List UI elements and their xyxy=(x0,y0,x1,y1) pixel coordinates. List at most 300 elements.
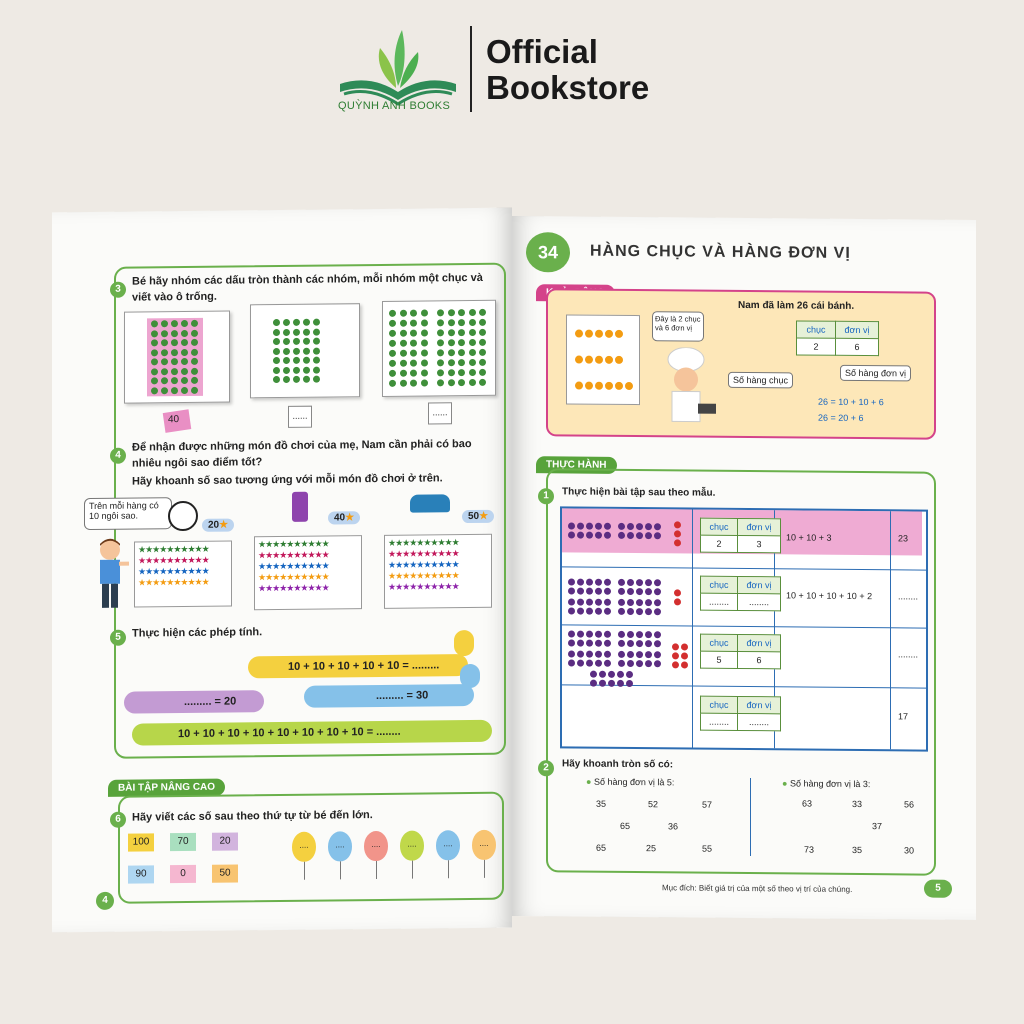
dot xyxy=(151,358,158,365)
caterpillar-head xyxy=(454,630,474,656)
col-units-header: đơn vị xyxy=(738,518,781,535)
dot xyxy=(479,359,486,366)
number-tile: 20 xyxy=(212,832,238,850)
balloon-answer: .... xyxy=(371,839,381,850)
dot xyxy=(421,329,428,336)
star-row: ★★★★★★★★★★ xyxy=(388,548,459,559)
dot xyxy=(161,387,168,394)
dot xyxy=(458,369,465,376)
star-icon: ★ xyxy=(479,510,489,522)
dot xyxy=(293,328,300,335)
p2-left-label-text: Số hàng đơn vị là 5: xyxy=(593,776,675,788)
dot xyxy=(410,350,417,357)
number-choice[interactable]: 52 xyxy=(648,799,659,810)
tens-cell[interactable]: 5 xyxy=(701,651,738,668)
dot xyxy=(448,369,455,376)
dot xyxy=(469,309,476,316)
star-row: ★★★★★★★★★★ xyxy=(138,565,209,577)
dot xyxy=(171,349,178,356)
dot xyxy=(161,358,168,365)
dot xyxy=(421,339,428,346)
dot xyxy=(293,376,300,383)
col-tens-header: chục xyxy=(701,696,738,713)
col-tens-header: chục xyxy=(701,634,738,651)
dot xyxy=(389,350,396,357)
result-cell[interactable]: 23 xyxy=(898,533,909,544)
balloon-string xyxy=(448,860,449,878)
dot-panel-3 xyxy=(382,300,496,397)
dot xyxy=(171,387,178,394)
dot xyxy=(303,366,310,373)
q6-number: 6 xyxy=(110,812,126,828)
dot xyxy=(283,328,290,335)
dot xyxy=(181,348,188,355)
dot xyxy=(469,329,476,336)
brand-title-line2: Bookstore xyxy=(486,69,650,106)
balloon-answer: .... xyxy=(479,838,489,848)
dot xyxy=(161,330,168,337)
left-page xyxy=(52,208,512,933)
number-choice[interactable]: 55 xyxy=(702,843,713,854)
dot xyxy=(469,349,476,356)
caterpillar-head xyxy=(460,664,480,688)
result-cell[interactable]: 17 xyxy=(898,711,909,722)
dot xyxy=(437,339,444,346)
col-units-header: đơn vị xyxy=(738,696,781,713)
dot xyxy=(458,319,465,326)
q3-answer-box-2[interactable]: ...... xyxy=(288,406,312,428)
dot xyxy=(410,320,417,327)
dot xyxy=(181,377,188,384)
dot xyxy=(293,357,300,364)
dot xyxy=(458,379,465,386)
dot xyxy=(458,359,465,366)
caterpillar-green xyxy=(132,720,492,746)
dot xyxy=(437,379,444,386)
star-row: ★★★★★★★★★★ xyxy=(138,554,209,566)
dot xyxy=(479,369,486,376)
number-choice[interactable]: 63 xyxy=(802,798,813,809)
expression-cell: 10 + 10 + 10 + 10 + 2 xyxy=(786,590,873,602)
brand-name: QUỲNH ANH BOOKS xyxy=(338,100,451,112)
dot xyxy=(283,319,290,326)
number-choice[interactable]: 36 xyxy=(668,821,679,832)
dot xyxy=(151,377,158,384)
dot xyxy=(448,329,455,336)
dot xyxy=(421,319,428,326)
dot xyxy=(448,339,455,346)
balloon-answer: .... xyxy=(335,840,345,850)
balloon[interactable] xyxy=(472,830,496,860)
dot xyxy=(283,338,290,345)
dot xyxy=(421,349,428,356)
col-tens-header: chục xyxy=(701,518,738,535)
dot xyxy=(448,349,455,356)
col-units-header: đơn vị xyxy=(836,321,879,338)
dot xyxy=(151,368,158,375)
result-cell[interactable]: ........ xyxy=(898,591,919,602)
dot xyxy=(389,320,396,327)
dot xyxy=(171,330,178,337)
dot xyxy=(171,358,178,365)
practice-badge: THỰC HÀNH xyxy=(536,456,617,474)
dot xyxy=(389,380,396,387)
units-value: 6 xyxy=(836,338,879,355)
dot xyxy=(273,367,280,374)
dot xyxy=(283,357,290,364)
dot xyxy=(161,320,168,327)
dot xyxy=(191,348,198,355)
units-cell[interactable]: ........ xyxy=(738,593,781,610)
dot xyxy=(313,338,320,345)
q5-number: 5 xyxy=(110,630,126,646)
balloon-string xyxy=(484,860,485,878)
dot xyxy=(181,367,188,374)
star-panel-1 xyxy=(134,541,232,608)
number-choice[interactable]: 37 xyxy=(872,821,883,832)
dot xyxy=(313,319,320,326)
q6-text: Hãy viết các số sau theo thứ tự từ bé đến lớn. xyxy=(132,809,373,824)
dot xyxy=(437,369,444,376)
bullet-icon: ● xyxy=(782,778,790,789)
units-cell[interactable]: ........ xyxy=(738,713,781,730)
dot xyxy=(161,368,168,375)
open-book xyxy=(52,200,976,935)
q3-answer-box-3[interactable]: ...... xyxy=(428,402,452,424)
dot xyxy=(400,370,407,377)
dot xyxy=(293,366,300,373)
dot xyxy=(191,377,198,384)
dot xyxy=(181,358,188,365)
dot xyxy=(410,370,417,377)
dot xyxy=(273,329,280,336)
dot xyxy=(437,329,444,336)
dot xyxy=(151,339,158,346)
dot xyxy=(389,340,396,347)
star-tag-3 xyxy=(462,510,494,523)
col-units-header: đơn vị xyxy=(738,576,781,593)
units-cell[interactable]: 6 xyxy=(738,651,781,668)
number-choice[interactable]: 35 xyxy=(596,798,607,809)
q4-number: 4 xyxy=(110,448,126,464)
col-units-header: đơn vị xyxy=(738,634,781,651)
advanced-badge: BÀI TẬP NÂNG CAO xyxy=(108,779,225,797)
number-choice[interactable]: 25 xyxy=(646,843,657,854)
units-cell[interactable]: 3 xyxy=(738,535,781,552)
dot xyxy=(293,319,300,326)
dot xyxy=(469,319,476,326)
dot xyxy=(171,368,178,375)
q3-answer-1: 40 xyxy=(168,414,180,426)
star-row: ★★★★★★★★★★ xyxy=(388,570,459,581)
dot xyxy=(303,357,310,364)
dot xyxy=(479,309,486,316)
lesson-title: HÀNG CHỤC VÀ HÀNG ĐƠN VỊ xyxy=(590,242,851,262)
number-choice[interactable]: 73 xyxy=(804,844,815,855)
number-choice[interactable]: 65 xyxy=(596,842,607,853)
footer-purpose: Mục đích: Biết giá trị của một số theo vị trí của chúng. xyxy=(662,883,853,894)
dot xyxy=(458,309,465,316)
dot xyxy=(469,369,476,376)
balloon-string xyxy=(412,861,413,879)
dot xyxy=(448,319,455,326)
star-tag-3-value: 50 xyxy=(468,510,480,523)
dot xyxy=(313,376,320,383)
dot xyxy=(303,328,310,335)
brand-title-line1: Official xyxy=(486,33,598,70)
dot xyxy=(283,366,290,373)
dot xyxy=(389,330,396,337)
dot xyxy=(161,349,168,356)
number-tile: 0 xyxy=(170,865,196,883)
number-tile: 90 xyxy=(128,865,154,883)
brand-divider xyxy=(470,26,472,112)
dot xyxy=(151,330,158,337)
number-choice[interactable]: 65 xyxy=(620,820,631,832)
balloon-answer: .... xyxy=(443,839,453,849)
dot xyxy=(410,380,417,387)
boy-character xyxy=(92,538,132,614)
worm-4-expr: 10 + 10 + 10 + 10 + 10 + 10 + 10 + 10 = ........ xyxy=(178,725,401,741)
worm-3-expr: ......... = 30 xyxy=(376,689,429,703)
star-row: ★★★★★★★★★★ xyxy=(258,549,329,561)
dot xyxy=(469,359,476,366)
dot xyxy=(273,338,280,345)
dot xyxy=(171,377,178,384)
dot xyxy=(151,387,158,394)
dot xyxy=(191,320,198,327)
robot-icon xyxy=(292,492,308,522)
dot xyxy=(181,320,188,327)
bullet-icon: ● xyxy=(586,776,594,787)
dot xyxy=(293,338,300,345)
balloon[interactable] xyxy=(400,831,424,861)
dot xyxy=(479,339,486,346)
star-row: ★★★★★★★★★★ xyxy=(138,543,209,555)
dot-panel-1 xyxy=(124,311,230,404)
right-page xyxy=(512,216,976,920)
dot xyxy=(389,310,396,317)
dot xyxy=(181,386,188,393)
balloon[interactable] xyxy=(328,831,352,861)
q3-text: Bé hãy nhóm các dấu tròn thành các nhóm, mỗi nhóm một chục và viết vào ô trống. xyxy=(132,271,483,304)
dot xyxy=(273,348,280,355)
dot-panel-2 xyxy=(250,303,360,398)
dot xyxy=(400,360,407,367)
number-choice[interactable]: 56 xyxy=(904,799,915,810)
dot xyxy=(400,380,407,387)
dot-grid-2 xyxy=(273,318,333,385)
dot xyxy=(410,340,417,347)
dot xyxy=(400,310,407,317)
chef-speech-bubble: Đây là 2 chục và 6 đơn vị xyxy=(652,311,704,341)
dot xyxy=(400,320,407,327)
tens-cell[interactable]: ........ xyxy=(701,593,738,610)
balloon[interactable] xyxy=(292,832,316,862)
dot xyxy=(191,339,198,346)
dot xyxy=(303,347,310,354)
star-tag-1 xyxy=(202,519,234,532)
p2-number-choices xyxy=(512,216,976,920)
dot xyxy=(400,350,407,357)
worm-2-expr: ......... = 20 xyxy=(184,695,237,709)
star-tag-2 xyxy=(328,511,360,524)
dot xyxy=(181,329,188,336)
balloon-string xyxy=(376,861,377,879)
dot xyxy=(400,330,407,337)
col-tens-header: chục xyxy=(701,576,738,593)
balloon-string xyxy=(304,862,305,880)
p1-number: 1 xyxy=(538,488,554,504)
number-choice[interactable]: 30 xyxy=(904,845,915,856)
result-cell[interactable]: ........ xyxy=(898,649,919,660)
dot xyxy=(421,369,428,376)
star-icon: ★ xyxy=(345,512,355,524)
dot xyxy=(458,339,465,346)
number-tile: 100 xyxy=(128,833,154,851)
dot xyxy=(400,340,407,347)
p1-text: Thực hiện bài tập sau theo mẫu. xyxy=(562,486,716,499)
dot xyxy=(437,359,444,366)
number-tile: 70 xyxy=(170,833,196,851)
dot xyxy=(293,347,300,354)
dot xyxy=(458,349,465,356)
star-row: ★★★★★★★★★★ xyxy=(138,576,209,588)
dot xyxy=(479,379,486,386)
dot xyxy=(151,320,158,327)
toy-car-icon xyxy=(410,494,450,512)
p2-number: 2 xyxy=(538,760,554,776)
dot xyxy=(161,377,168,384)
q5-text: Thực hiện các phép tính. xyxy=(132,626,263,640)
dot xyxy=(437,319,444,326)
dot xyxy=(421,379,428,386)
dot xyxy=(389,370,396,377)
dot xyxy=(273,357,280,364)
p2-text: Hãy khoanh tròn số có: xyxy=(562,758,674,771)
tens-cell[interactable]: 2 xyxy=(701,535,738,552)
dot xyxy=(479,349,486,356)
dot xyxy=(313,366,320,373)
q3-number: 3 xyxy=(110,282,126,298)
dot xyxy=(303,338,310,345)
dot xyxy=(283,376,290,383)
balloon-answer: .... xyxy=(407,839,417,849)
equation-2: 26 = 20 + 6 xyxy=(818,412,864,424)
dot xyxy=(273,376,280,383)
dot xyxy=(458,329,465,336)
dot xyxy=(283,347,290,354)
star-row: ★★★★★★★★★★ xyxy=(388,537,459,548)
page-number: 4 xyxy=(96,892,114,910)
dot xyxy=(389,360,396,367)
star-row: ★★★★★★★★★★ xyxy=(388,559,459,570)
balloon-row xyxy=(292,830,502,892)
dot xyxy=(437,309,444,316)
dot xyxy=(303,319,310,326)
dot xyxy=(469,379,476,386)
dot xyxy=(469,339,476,346)
dot xyxy=(171,320,178,327)
dot xyxy=(191,386,198,393)
star-row: ★★★★★★★★★★ xyxy=(258,538,329,550)
star-row: ★★★★★★★★★★ xyxy=(258,571,329,583)
equation-1: 26 = 10 + 10 + 6 xyxy=(818,396,884,408)
soccer-ball-icon xyxy=(168,501,198,531)
star-row: ★★★★★★★★★★ xyxy=(388,581,459,592)
q4-text-2: Hãy khoanh số sao tương ứng với mỗi món đồ chơi ở trên. xyxy=(132,472,443,488)
dot xyxy=(191,329,198,336)
tens-cell[interactable]: ........ xyxy=(701,713,738,730)
dot xyxy=(448,379,455,386)
expression-cell: 10 + 10 + 3 xyxy=(786,532,832,543)
dot xyxy=(410,310,417,317)
lesson-number: 34 xyxy=(526,232,570,272)
dot-grid-3 xyxy=(389,309,493,392)
dot xyxy=(303,376,310,383)
dot xyxy=(151,349,158,356)
dot xyxy=(479,329,486,336)
dot xyxy=(410,330,417,337)
brand-title xyxy=(486,34,649,106)
page-number: 5 xyxy=(924,880,952,898)
star-tag-1-value: 20 xyxy=(208,519,220,531)
dot xyxy=(313,357,320,364)
dot xyxy=(191,358,198,365)
star-panel-2 xyxy=(254,535,362,610)
number-tile: 50 xyxy=(212,864,238,882)
dot xyxy=(448,359,455,366)
col-tens-header: chục xyxy=(797,321,836,338)
dot xyxy=(191,367,198,374)
warmup-caption: Nam đã làm 26 cái bánh. xyxy=(738,299,855,312)
dot xyxy=(313,347,320,354)
star-tag-2-value: 40 xyxy=(334,512,346,524)
worm-1-expr: 10 + 10 + 10 + 10 + 10 = ......... xyxy=(288,659,440,673)
balloon[interactable] xyxy=(364,831,388,861)
dot xyxy=(410,360,417,367)
dot xyxy=(161,339,168,346)
dot xyxy=(171,339,178,346)
number-choice[interactable]: 35 xyxy=(852,844,863,856)
dot xyxy=(313,328,320,335)
dot xyxy=(421,359,428,366)
dot xyxy=(273,319,280,326)
units-digit-label: Số hàng đơn vị xyxy=(840,365,911,382)
caterpillar-blue xyxy=(304,684,474,708)
star-panel-3 xyxy=(384,534,492,609)
star-row: ★★★★★★★★★★ xyxy=(258,560,329,572)
dot xyxy=(181,339,188,346)
balloon[interactable] xyxy=(436,830,460,860)
speech-bubble: Trên mỗi hàng có 10 ngôi sao. xyxy=(84,497,172,530)
tens-value: 2 xyxy=(797,338,836,355)
q4-text: Để nhận được những món đồ chơi của mẹ, Nam cần phải có bao nhiêu ngôi sao điểm tốt? xyxy=(132,438,472,470)
star-row: ★★★★★★★★★★ xyxy=(258,582,329,594)
dot-grid-1 xyxy=(151,320,207,399)
tens-digit-label: Số hàng chục xyxy=(728,372,793,389)
number-choice[interactable]: 57 xyxy=(702,799,713,810)
star-icon: ★ xyxy=(219,519,229,531)
number-choice[interactable]: 33 xyxy=(852,798,863,810)
dot xyxy=(448,309,455,316)
p2-right-label-text: Số hàng đơn vị là 3: xyxy=(789,778,871,790)
dot xyxy=(421,309,428,316)
caterpillar-purple xyxy=(124,690,264,713)
balloon-answer: .... xyxy=(299,840,309,850)
dot xyxy=(479,319,486,326)
balloon-string xyxy=(340,861,341,879)
